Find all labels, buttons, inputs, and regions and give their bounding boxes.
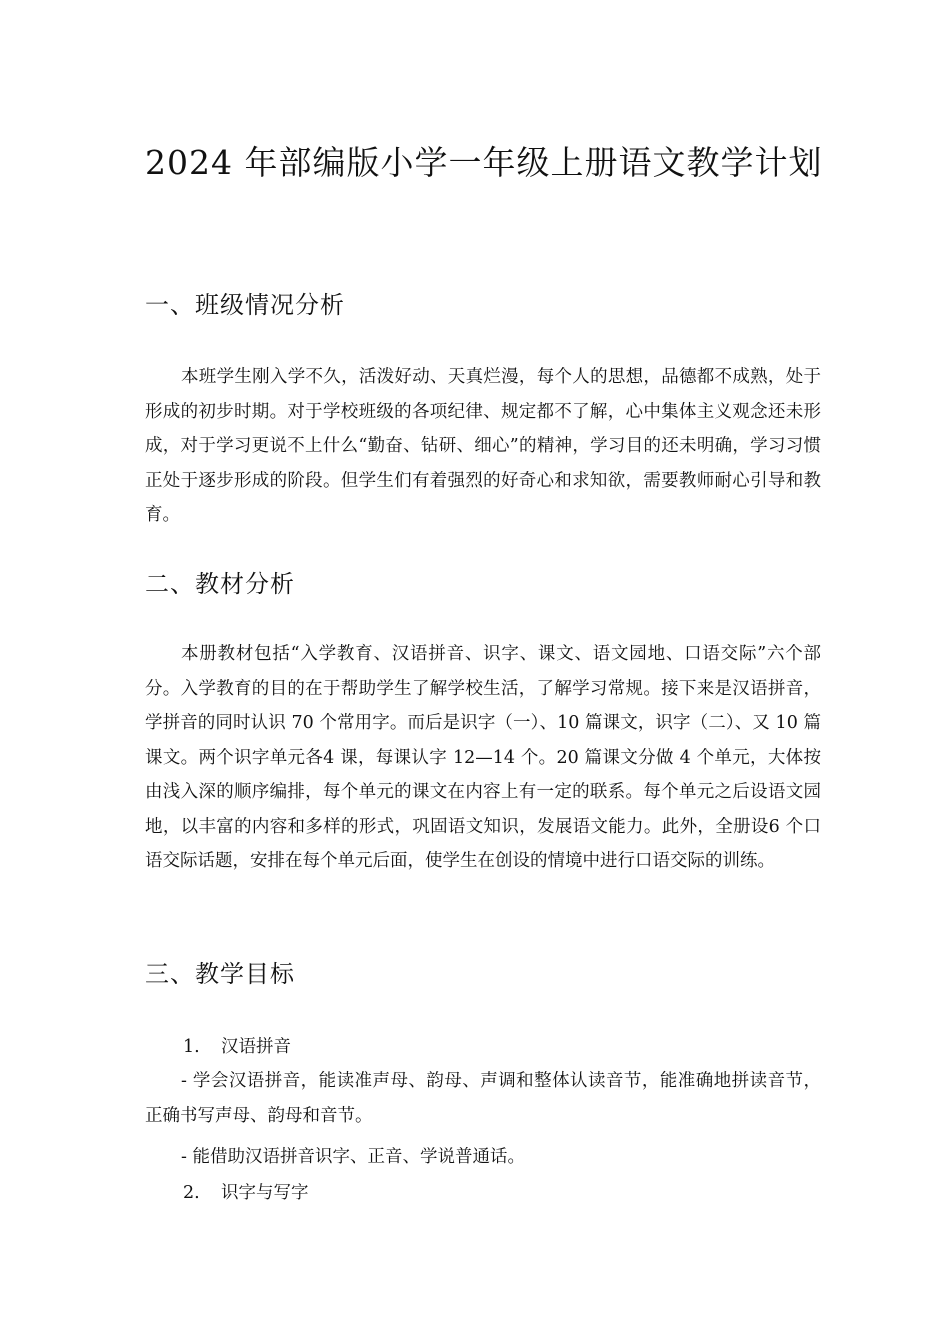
list-item-label: 识字与写字 — [221, 1183, 309, 1203]
section-heading-class-analysis: 一、班级情况分析 — [145, 291, 345, 319]
paragraph-textbook-analysis: 本册教材包括“入学教育、汉语拼音、识字、课文、语文园地、口语交际”六个部分。入学教育的目的在于帮助学生了解学校生活，了解学习常规。接下来是汉语拼音，学拼音的同时认识 70 个常用字。而后是识字（一）、10 篇课文，识字（二）、又 10 篇课文。两个识字单元各4 课，每课认字 12—14 个。20 篇课文分做 4 个单元，大体按由浅入深的顺序编排，每个单元的课文在内容上有一定的联系。每个单元之后设语文园地，以丰富的内容和多样的形式，巩固语文知识，发展语文能力。此外，全册设6 个口语交际话题，安排在每个单元后面，使学生在创设的情境中进行口语交际的训练。 — [145, 644, 821, 871]
bullet-pinyin-1: - 学会汉语拼音，能读准声母、韵母、声调和整体认读音节，能准确地拼读音节，正确书写声母、韵母和音节。 — [145, 1071, 821, 1126]
list-item-label: 汉语拼音 — [221, 1037, 291, 1057]
document-title: 2024 年部编版小学一年级上册语文教学计划 — [145, 143, 823, 182]
list-item-pinyin — [183, 1030, 291, 1064]
list-item-literacy-writing — [183, 1176, 309, 1210]
paragraph-class-analysis: 本班学生刚入学不久，活泼好动、天真烂漫，每个人的思想，品德都不成熟，处于形成的初步时期。对于学校班级的各项纪律、规定都不了解，心中集体主义观念还未形成，对于学习更说不上什么“勤奋、钻研、细心”的精神，学习目的还未明确，学习习惯正处于逐步形成的阶段。但学生们有着强烈的好奇心和求知欲，需要教师耐心引导和教育。 — [145, 367, 821, 525]
list-item-number: 1. — [183, 1037, 200, 1057]
section-heading-textbook-analysis: 二、教材分析 — [145, 570, 295, 598]
section-heading-teaching-goals: 三、教学目标 — [145, 960, 295, 988]
bullet-pinyin-2: - 能借助汉语拼音识字、正音、学说普通话。 — [181, 1147, 525, 1167]
list-item-number: 2. — [183, 1183, 200, 1203]
